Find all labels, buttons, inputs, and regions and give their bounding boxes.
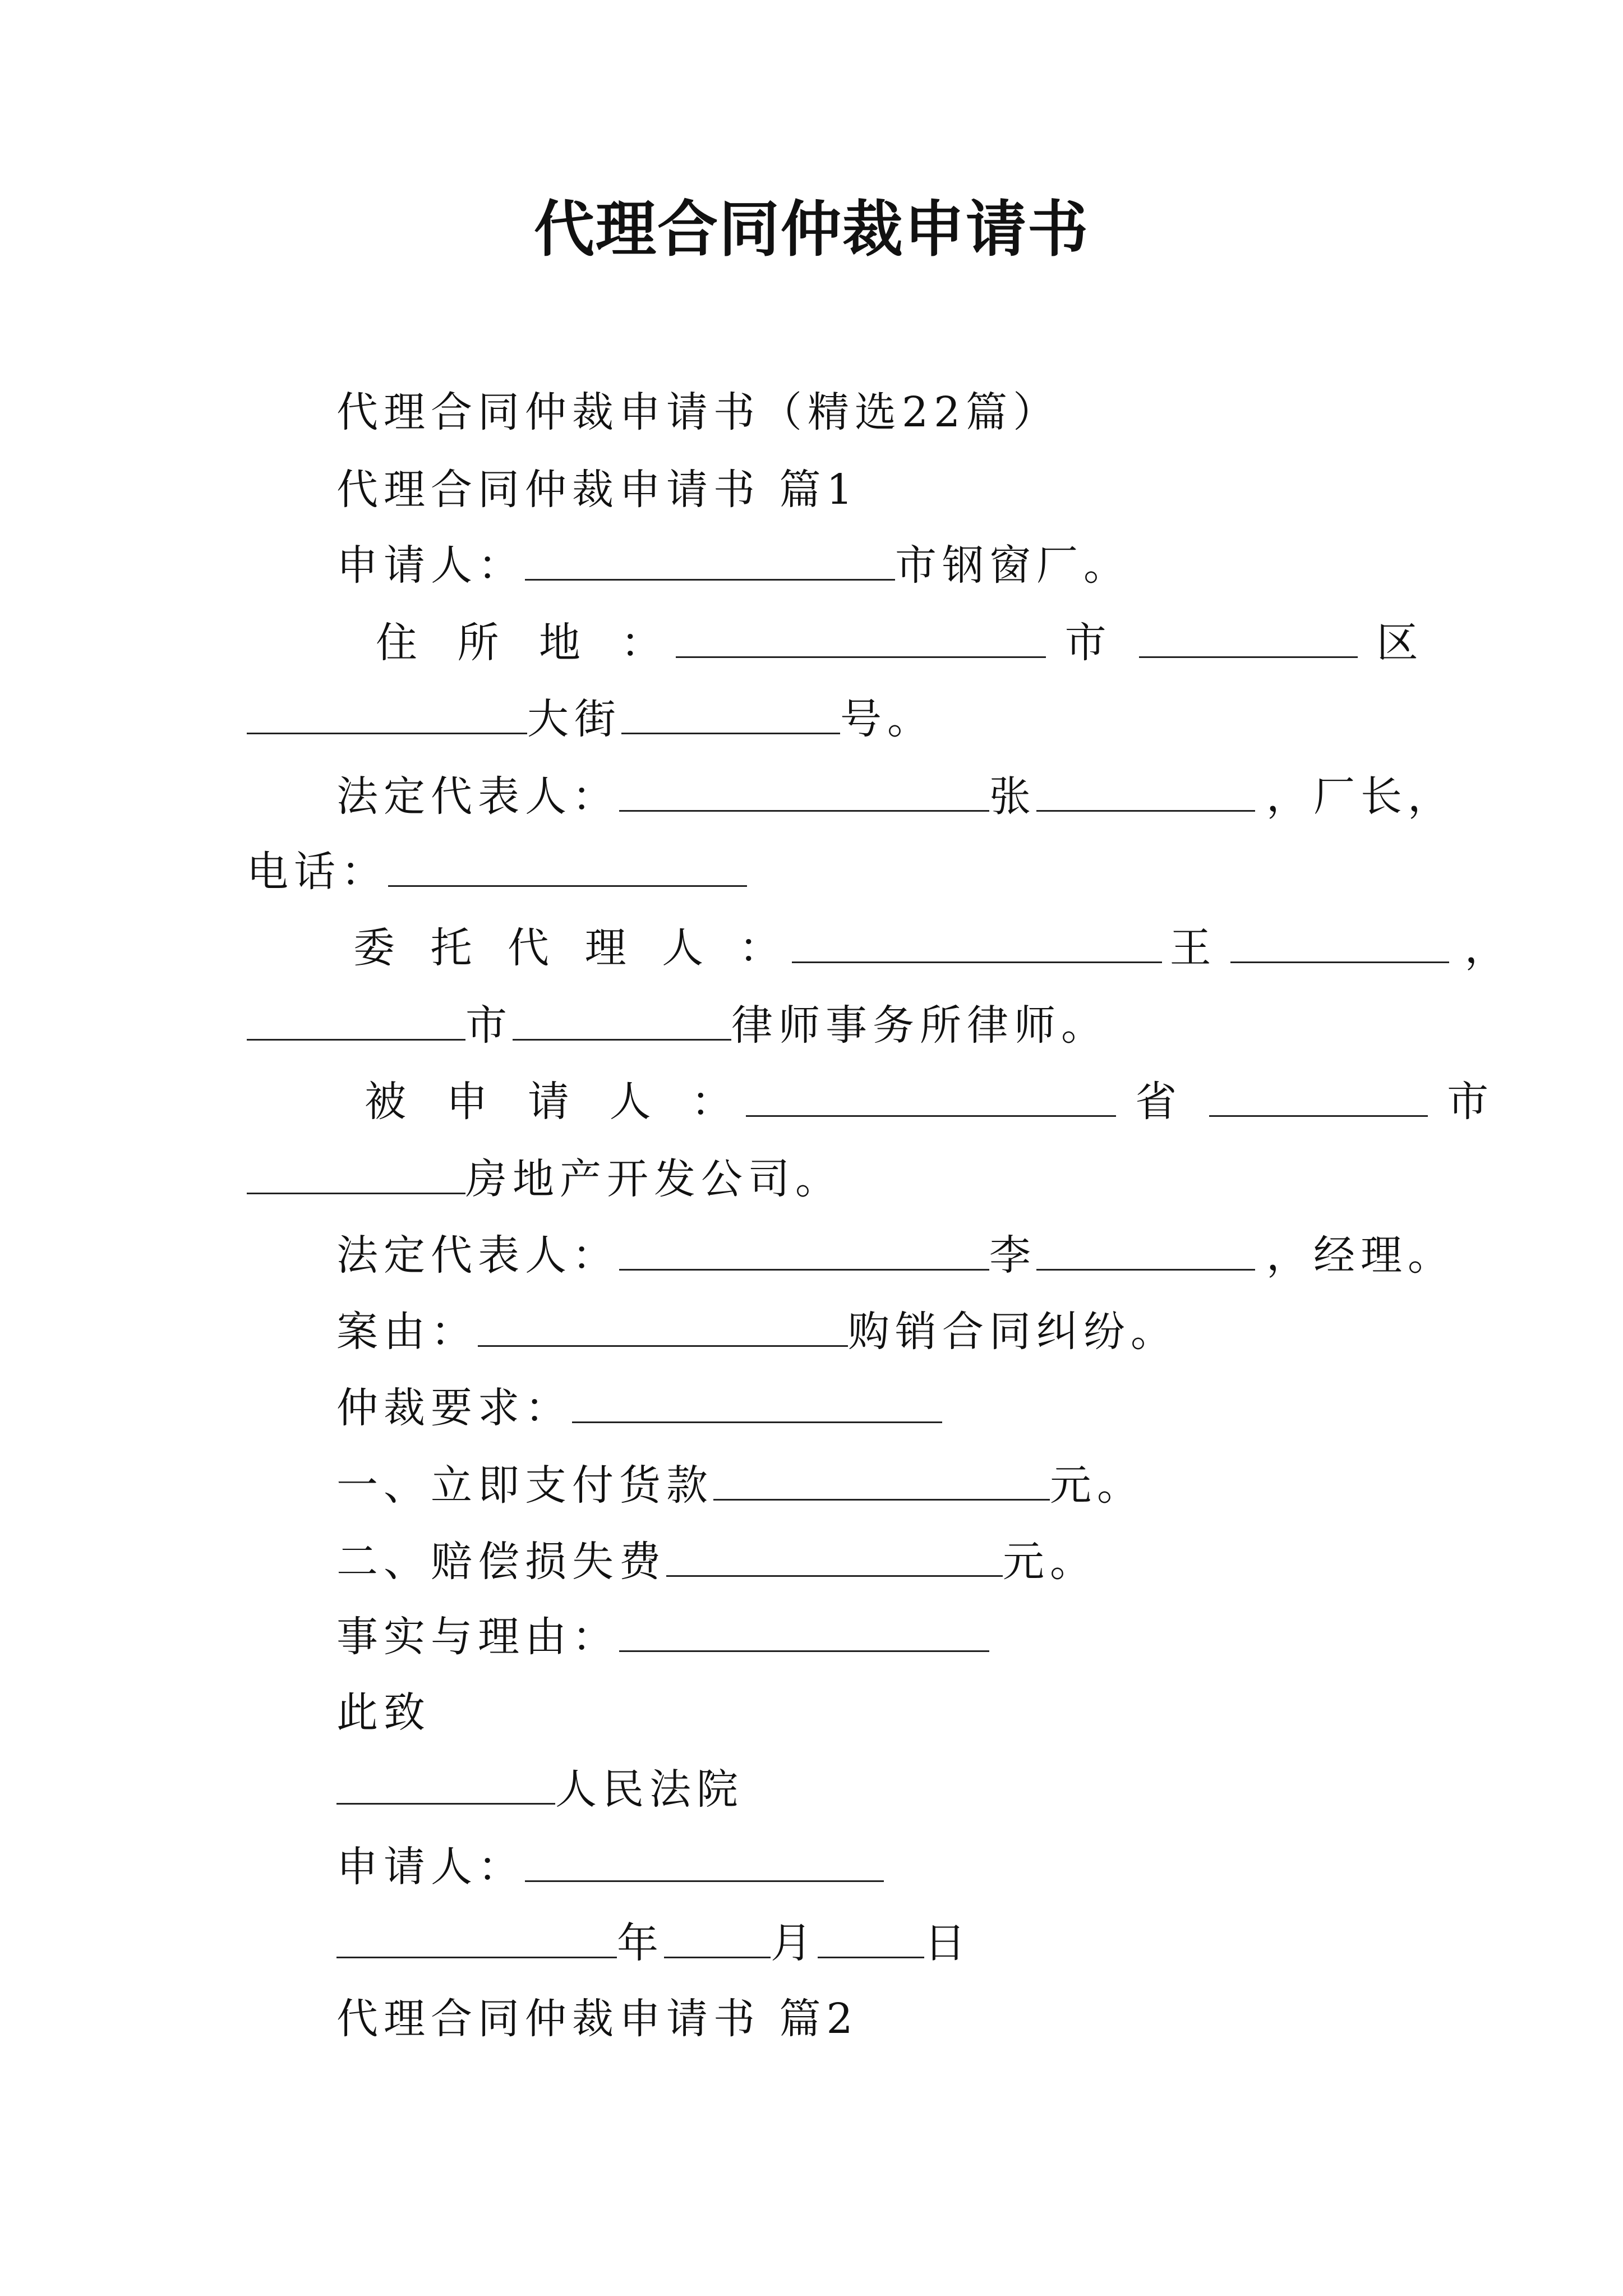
claims-label: 仲裁要求：	[336, 1384, 572, 1432]
document-title: 代理合同仲裁申请书	[533, 194, 1089, 265]
respondent-rep-surname: 李	[989, 1231, 1036, 1280]
subtitle-text: 代理合同仲裁申请书（精选22篇）	[336, 388, 1061, 436]
signature-line	[336, 1843, 884, 1891]
year-blank	[336, 1922, 617, 1958]
respondent-rep-title: ，经理。	[1266, 1231, 1455, 1280]
respondent-rep-blank-2	[1036, 1234, 1255, 1271]
month-blank	[664, 1922, 771, 1958]
phone-line	[247, 848, 747, 896]
respondent-province: 省	[1135, 1078, 1191, 1126]
respondent-label: 被 申 请 人 ：	[365, 1078, 746, 1126]
facts-blank	[619, 1616, 989, 1652]
claim-2-line	[336, 1538, 1097, 1586]
subtitle-line	[336, 388, 1061, 436]
facts-label: 事实与理由：	[336, 1613, 619, 1661]
day-blank	[818, 1922, 924, 1958]
signature-blank	[525, 1846, 884, 1882]
month-label: 月	[771, 1919, 818, 1967]
respondent-rep-line	[336, 1231, 1455, 1280]
court-blank	[336, 1768, 555, 1805]
case-cause-line	[336, 1308, 1178, 1356]
claim-1-text: 一、立即支付货款	[336, 1461, 713, 1510]
legal-rep-blank-2	[1036, 775, 1255, 812]
address-blank-2	[1139, 622, 1358, 658]
year-label: 年	[617, 1919, 664, 1967]
street-label: 大街	[527, 695, 621, 743]
legal-rep-blank-1	[619, 775, 989, 812]
respondent-line-2	[247, 1155, 842, 1203]
applicant-label: 申请人：	[336, 541, 525, 590]
case-cause-text: 购销合同纠纷。	[848, 1308, 1178, 1356]
claim-2-blank	[666, 1540, 1003, 1577]
day-label: 日	[924, 1919, 971, 1967]
claim-1-blank	[713, 1464, 1050, 1501]
agent-comma: ，	[1464, 924, 1518, 972]
number-suffix: 号。	[840, 695, 934, 743]
applicant-line	[336, 541, 1131, 590]
claims-line	[336, 1384, 942, 1432]
court-line	[336, 1765, 744, 1814]
signature-label: 申请人：	[336, 1843, 525, 1891]
section-heading-text: 代理合同仲裁申请书 篇1	[336, 466, 859, 514]
agent-line	[353, 924, 1518, 972]
agent-firm: 律师事务所律师。	[731, 1001, 1108, 1050]
address-district: 区	[1376, 619, 1432, 667]
respondent-rep-blank-1	[619, 1234, 989, 1271]
address-city: 市	[1064, 619, 1120, 667]
agent-label: 委 托 代 理 人 ：	[353, 924, 792, 972]
phone-blank	[388, 850, 747, 887]
legal-rep-title: ，厂长，	[1266, 772, 1455, 821]
claim-1-unit: 元。	[1050, 1461, 1144, 1510]
agent-line-2	[247, 1001, 1108, 1050]
section-heading-text: 代理合同仲裁申请书 篇2	[336, 1995, 859, 2043]
agent-city: 市	[465, 1001, 513, 1050]
salutation-text: 此致	[336, 1688, 431, 1737]
agent-city-blank	[247, 1004, 465, 1041]
legal-rep-line	[336, 772, 1455, 821]
section-heading-2	[336, 1995, 859, 2043]
phone-label: 电话：	[247, 848, 388, 896]
court-name: 人民法院	[555, 1765, 744, 1814]
legal-rep-label: 法定代表人：	[336, 772, 619, 821]
number-blank	[621, 698, 840, 734]
respondent-company-blank	[247, 1158, 465, 1194]
claim-2-unit: 元。	[1003, 1538, 1097, 1586]
agent-blank-1	[792, 927, 1162, 963]
claim-2-text: 二、赔偿损失费	[336, 1538, 666, 1586]
legal-rep-surname: 张	[989, 772, 1036, 821]
agent-firm-blank	[513, 1004, 731, 1041]
address-label: 住 所 地 ：	[376, 619, 676, 667]
address-line	[376, 619, 1432, 667]
claims-blank	[572, 1387, 942, 1423]
agent-surname: 王	[1169, 924, 1223, 972]
applicant-blank	[525, 544, 895, 581]
address-line-2	[247, 695, 934, 743]
case-cause-label: 案由：	[336, 1308, 478, 1356]
address-blank-1	[676, 622, 1046, 658]
street-blank	[247, 698, 527, 734]
applicant-suffix: 市钢窗厂。	[895, 541, 1131, 590]
respondent-line	[365, 1078, 1502, 1126]
facts-line	[336, 1613, 989, 1661]
respondent-blank-2	[1209, 1080, 1428, 1117]
claim-1-line	[336, 1461, 1144, 1510]
agent-blank-2	[1230, 927, 1449, 963]
respondent-rep-label: 法定代表人：	[336, 1231, 619, 1280]
respondent-company: 房地产开发公司。	[465, 1155, 842, 1203]
respondent-blank-1	[746, 1080, 1116, 1117]
case-cause-blank	[478, 1310, 848, 1347]
salutation-line	[336, 1688, 431, 1737]
date-line	[336, 1919, 971, 1967]
section-heading-1	[336, 466, 859, 514]
respondent-city: 市	[1447, 1078, 1502, 1126]
